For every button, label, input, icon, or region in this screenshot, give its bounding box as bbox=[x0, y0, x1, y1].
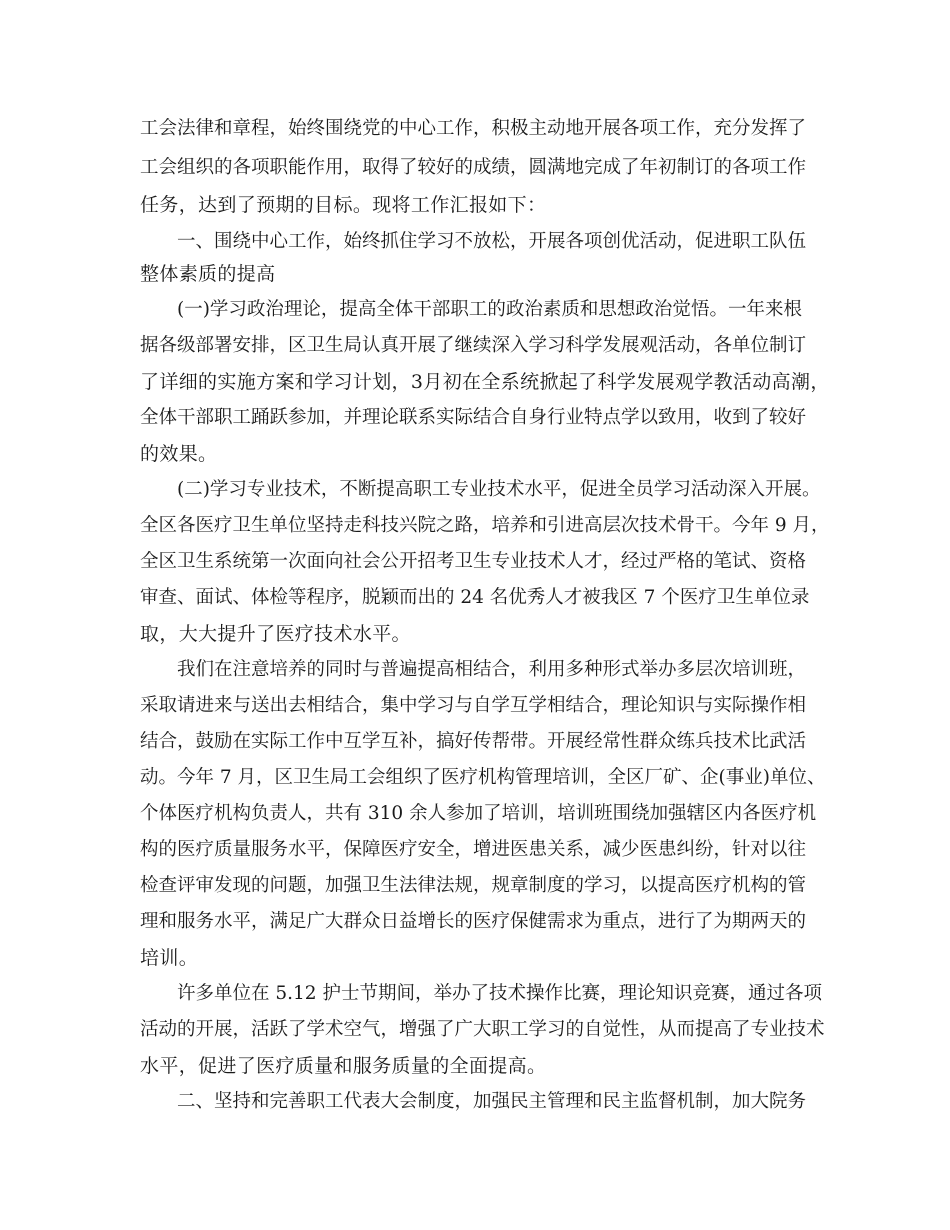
text-line: 结合，鼓励在实际工作中互学互补，搞好传帮带。开展经常性群众练兵技术比武活 bbox=[140, 731, 807, 752]
text-line: 了详细的实施方案和学习计划，3月初在全系统掀起了科学发展观学教活动高潮， bbox=[140, 371, 830, 393]
text-line: 构的医疗质量服务水平，保障医疗安全，增进医患关系，减少医患纠纷，针对以往 bbox=[140, 839, 807, 860]
text-line: 采取请进来与送出去相结合，集中学习与自学互学相结合，理论知识与实际操作相 bbox=[140, 695, 807, 716]
text-line: 的效果。 bbox=[140, 443, 218, 465]
text-line: 动。今年 7 月，区卫生局工会组织了医疗机构管理培训，全区厂矿、企(事业)单位、 bbox=[140, 767, 826, 788]
text-line: 活动的开展，活跃了学术空气，增强了广大职工学习的自觉性，从而提高了专业技术 bbox=[140, 1019, 825, 1040]
text-line: 我们在注意培养的同时与普遍提高相结合，利用多种形式举办多层次培训班， bbox=[177, 659, 807, 680]
text-line: 全区卫生系统第一次面向社会公开招考卫生专业技术人才，经过严格的笔试、资格 bbox=[140, 551, 807, 572]
section-heading-line: 二、坚持和完善职工代表大会制度，加强民主管理和民主监督机制，加大院务 bbox=[177, 1091, 807, 1112]
text-line: (一)学习政治理论，提高全体干部职工的政治素质和思想政治觉悟。一年来根 bbox=[177, 299, 802, 320]
text-line: 工会组织的各项职能作用，取得了较好的成绩，圆满地完成了年初制订的各项工作 bbox=[140, 157, 807, 178]
text-line: 据各级部署安排，区卫生局认真开展了继续深入学习科学发展观活动，各单位制订 bbox=[140, 335, 807, 356]
section-heading-line: 一、围绕中心工作，始终抓住学习不放松，开展各项创优活动，促进职工队伍 bbox=[177, 231, 807, 252]
text-line: 个体医疗机构负责人，共有 310 余人参加了培训，培训班围绕加强辖区内各医疗机 bbox=[140, 803, 817, 824]
text-line: 理和服务水平，满足广大群众日益增长的医疗保健需求为重点，进行了为期两天的 bbox=[140, 911, 807, 932]
text-line: 审查、面试、体检等程序，脱颖而出的 24 名优秀人才被我区 7 个医疗卫生单位录 bbox=[140, 587, 810, 608]
text-line: 许多单位在 5.12 护士节期间，举办了技术操作比赛，理论知识竞赛，通过各项 bbox=[177, 983, 822, 1004]
text-line: 水平，促进了医疗质量和服务质量的全面提高。 bbox=[140, 1055, 547, 1077]
section-heading-line: 整体素质的提高 bbox=[140, 263, 276, 285]
text-line: (二)学习专业技术，不断提高职工专业技术水平，促进全员学习活动深入开展。 bbox=[177, 479, 821, 500]
text-line: 检查评审发现的问题，加强卫生法律法规，规章制度的学习，以提高医疗机构的管 bbox=[140, 875, 807, 896]
text-line: 取，大大提升了医疗技术水平。 bbox=[140, 623, 411, 645]
text-line: 全体干部职工踊跃参加，并理论联系实际结合自身行业特点学以致用，收到了较好 bbox=[140, 407, 807, 428]
text-line: 任务，达到了预期的目标。现将工作汇报如下： bbox=[140, 194, 547, 216]
text-line: 培训。 bbox=[140, 947, 199, 969]
text-line: 全区各医疗卫生单位坚持走科技兴院之路，培养和引进高层次技术骨干。今年 9 月， bbox=[140, 515, 830, 536]
text-line: 工会法律和章程，始终围绕党的中心工作，积极主动地开展各项工作，充分发挥了 bbox=[140, 118, 807, 139]
